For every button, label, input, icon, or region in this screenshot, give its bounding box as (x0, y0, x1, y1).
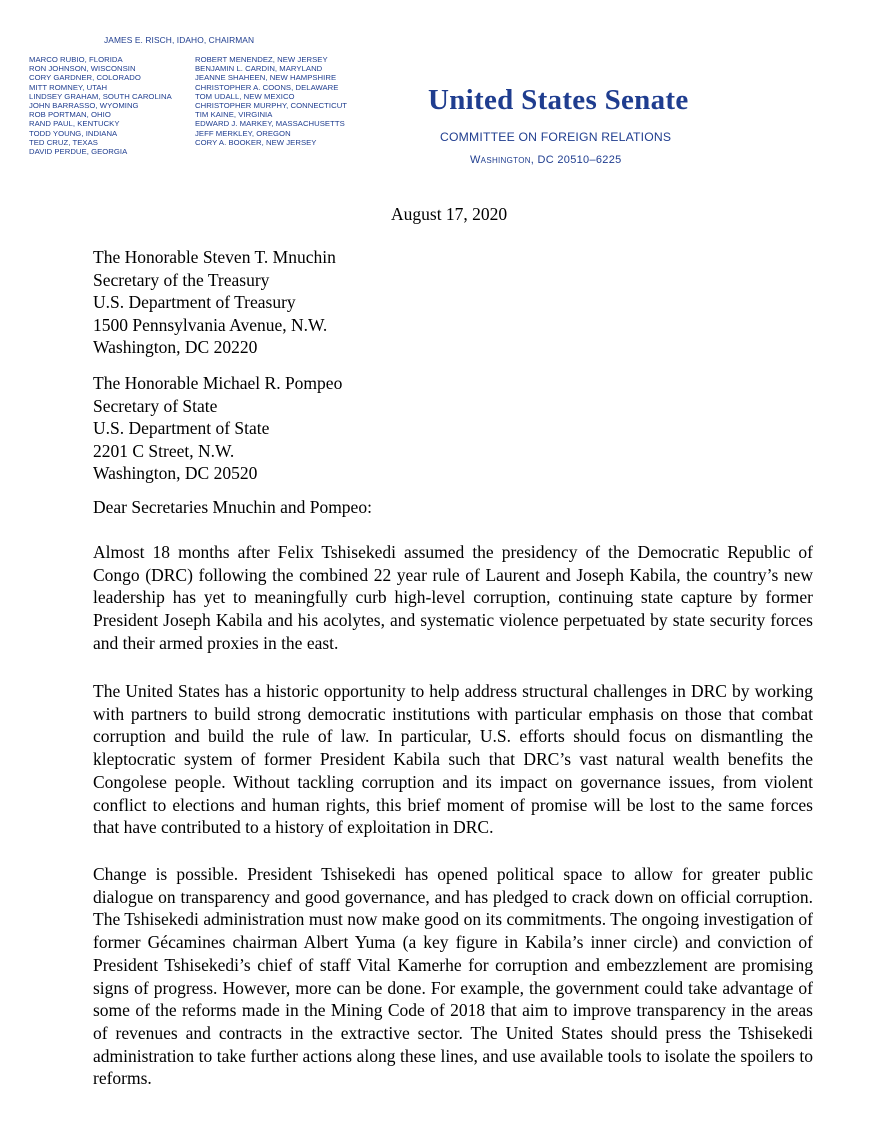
address-line: U.S. Department of Treasury (93, 292, 296, 312)
member-name: JOHN BARRASSO, WYOMING (29, 101, 139, 111)
member-name: CORY GARDNER, COLORADO (29, 73, 141, 83)
address-line: 1500 Pennsylvania Avenue, N.W. (93, 314, 328, 335)
member-name: TED CRUZ, TEXAS (29, 137, 98, 147)
senate-title: United States Senate (428, 84, 689, 116)
member-name: RON JOHNSON, WISCONSIN (29, 64, 136, 74)
committee-address: Washington, DC 20510–6225 (470, 154, 622, 166)
committee-name: COMMITTEE ON FOREIGN RELATIONS (440, 130, 672, 144)
address-line: The Honorable Michael R. Pompeo (93, 373, 343, 393)
address-line: Secretary of State (93, 395, 218, 416)
letterhead (0, 0, 896, 190)
recipient-address-treasury (93, 246, 336, 359)
member-name: MITT ROMNEY, UTAH (29, 82, 108, 92)
body-paragraph: Change is possible. President Tshisekedi has opened political space to allow for greater public dialogue on transparency and good governance, and has pledged to crack down on official corruption. The Tshisekedi administration must now make good on its commitments. The ongoing investigation of former Gécamines chairman Albert Yuma (a key figure in Kabila’s inner circle) and conviction of President Tshisekedi’s chief of staff Vital Kamerhe for corruption and embezzlement are promising signs of progress. However, more can be done. For example, the government could take advantage of some of the reforms made in the Mining Code of 2018 that aim to improve transparency in the areas of revenues and contracts in the extractive sector. The United States should press the Tshisekedi administration to take further actions along these lines, and use available tools to isolate the spoilers to reforms. (93, 864, 813, 1089)
member-name: DAVID PERDUE, GEORGIA (29, 147, 128, 157)
address-line: 2201 C Street, N.W. (93, 440, 235, 461)
member-name: TODD YOUNG, INDIANA (29, 128, 118, 138)
chairman-name: JAMES E. RISCH, IDAHO, CHAIRMAN (104, 35, 255, 45)
address-line: Secretary of the Treasury (93, 269, 270, 290)
address-line: Washington, DC 20520 (93, 463, 258, 483)
member-name: MARCO RUBIO, FLORIDA (29, 55, 123, 64)
member-name: TOM UDALL, NEW MEXICO (195, 91, 295, 101)
member-name: CORY A. BOOKER, NEW JERSEY (195, 137, 317, 147)
member-name: BENJAMIN L. CARDIN, MARYLAND (195, 64, 323, 74)
member-name: LINDSEY GRAHAM, SOUTH CAROLINA (29, 91, 172, 101)
address-line: U.S. Department of State (93, 418, 270, 438)
address-line: Washington, DC 20220 (93, 337, 258, 357)
committee-members-right (195, 55, 347, 147)
member-name: CHRISTOPHER MURPHY, CONNECTICUT (195, 101, 348, 111)
member-name: TIM KAINE, VIRGINIA (195, 110, 273, 120)
address-line: The Honorable Steven T. Mnuchin (93, 247, 336, 267)
member-name: EDWARD J. MARKEY, MASSACHUSETTS (195, 119, 345, 129)
body-paragraph: The United States has a historic opportunity to help address structural challenges in DRC by working with partners to build strong democratic institutions with particular emphasis on those that combat corruption and build the rule of law. In particular, U.S. efforts should focus on dismantling the kleptocratic system of former President Kabila such that DRC’s vast natural wealth benefits the Congolese people. Without tackling corruption and its impact on governance issues, from violent conflict to elections and human rights, this brief moment of promise will be lost to the same forces that have contributed to a history of exploitation in DRC. (93, 681, 813, 838)
member-name: CHRISTOPHER A. COONS, DELAWARE (195, 82, 339, 92)
member-name: JEANNE SHAHEEN, NEW HAMPSHIRE (195, 73, 337, 83)
recipient-address-state (93, 372, 342, 485)
member-name: JEFF MERKLEY, OREGON (195, 128, 291, 138)
committee-members-left (29, 55, 172, 156)
body-paragraph: Almost 18 months after Felix Tshisekedi assumed the presidency of the Democratic Republic of Congo (DRC) following the combined 22 year rule of Laurent and Joseph Kabila, the country’s new leadership has yet to meaningfully curb high-level corruption, continuing state capture by former President Joseph Kabila and his acolytes, and systematic violence perpetuated by state security forces and their armed proxies in the east. (93, 542, 813, 653)
member-name: RAND PAUL, KENTUCKY (29, 119, 120, 129)
member-name: ROBERT MENENDEZ, NEW JERSEY (195, 55, 328, 64)
letter-date: August 17, 2020 (391, 204, 508, 224)
salutation: Dear Secretaries Mnuchin and Pompeo: (93, 497, 372, 517)
member-name: ROB PORTMAN, OHIO (29, 110, 111, 120)
